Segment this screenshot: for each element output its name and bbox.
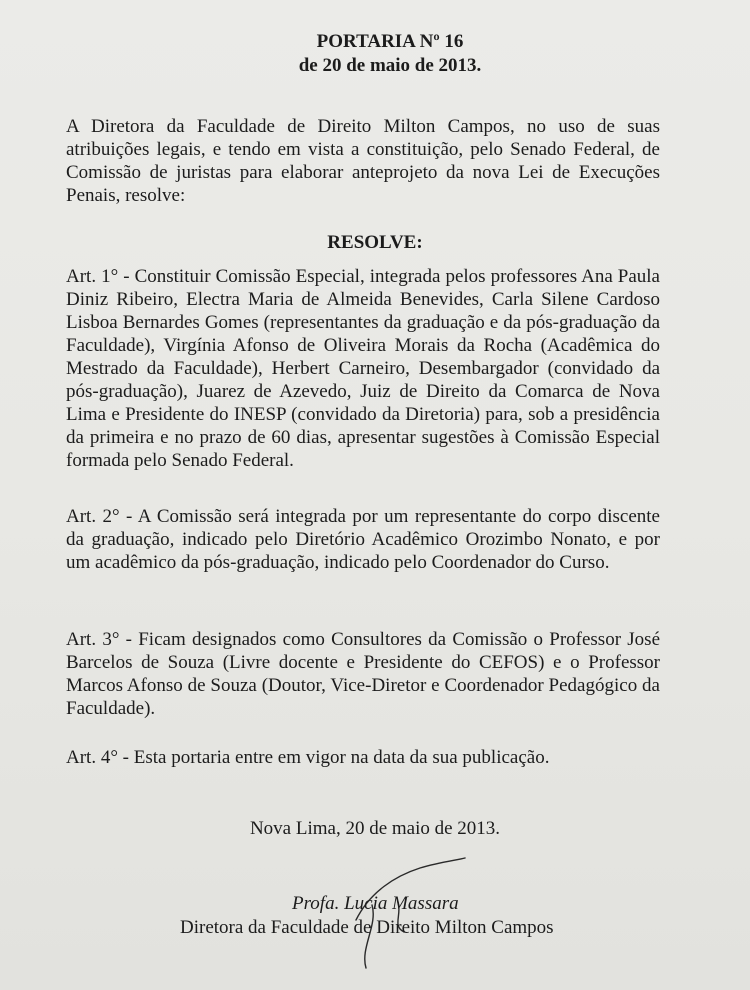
- article-2: Art. 2° - A Comissão será integrada por um representante do corpo discente da graduação, indicado pelo Diretório Acadêmico Orozimbo Nonato, e por um acadêmico da pós-graduação, indicado pelo Coordenador do Curso.: [66, 506, 660, 573]
- resolve-heading: RESOLVE:: [327, 232, 423, 253]
- document-date: de 20 de maio de 2013.: [298, 55, 482, 76]
- article-4: Art. 4° - Esta portaria entre em vigor na data da sua publicação.: [66, 747, 550, 768]
- intro-paragraph: A Diretora da Faculdade de Direito Milton Campos, no uso de suas atribuições legais, e tendo em vista a constituição, pelo Senado Federal, de Comissão de juristas para elaborar anteprojeto da nova Lei de Execuções Penais, resolve:: [66, 116, 660, 206]
- signatory-name: Profa. Lucia Massara: [292, 893, 459, 914]
- place-date: Nova Lima, 20 de maio de 2013.: [249, 818, 501, 839]
- article-3: Art. 3° - Ficam designados como Consultores da Comissão o Professor José Barcelos de Souza (Livre docente e Presidente do CEFOS) e o Professor Marcos Afonso de Souza (Doutor, Vice-Diretor e Coordenador Pedagógico da Faculdade).: [66, 629, 660, 719]
- document-title: PORTARIA Nº 16: [316, 31, 464, 52]
- signatory-role: Diretora da Faculdade de Direito Milton Campos: [180, 917, 554, 938]
- document-header: [0, 30, 750, 78]
- article-1: Art. 1° - Constituir Comissão Especial, integrada pelos professores Ana Paula Diniz Ribeiro, Electra Maria de Almeida Benevides, Carla Silene Cardoso Lisboa Bernardes Gomes (representantes da graduação e da pós-graduação da Faculdade), Virgínia Afonso de Oliveira Morais da Rocha (Acadêmica do Mestrado da Faculdade), Herbert Carneiro, Desembargador (convidado da pós-graduação), Juarez de Azevedo, Juiz de Direito da Comarca de Nova Lima e Presidente do INESP (convidado da Diretoria) para, sob a presidência da primeira e no prazo de 60 dias, apresentar sugestões à Comissão Especial formada pelo Senado Federal.: [66, 266, 660, 471]
